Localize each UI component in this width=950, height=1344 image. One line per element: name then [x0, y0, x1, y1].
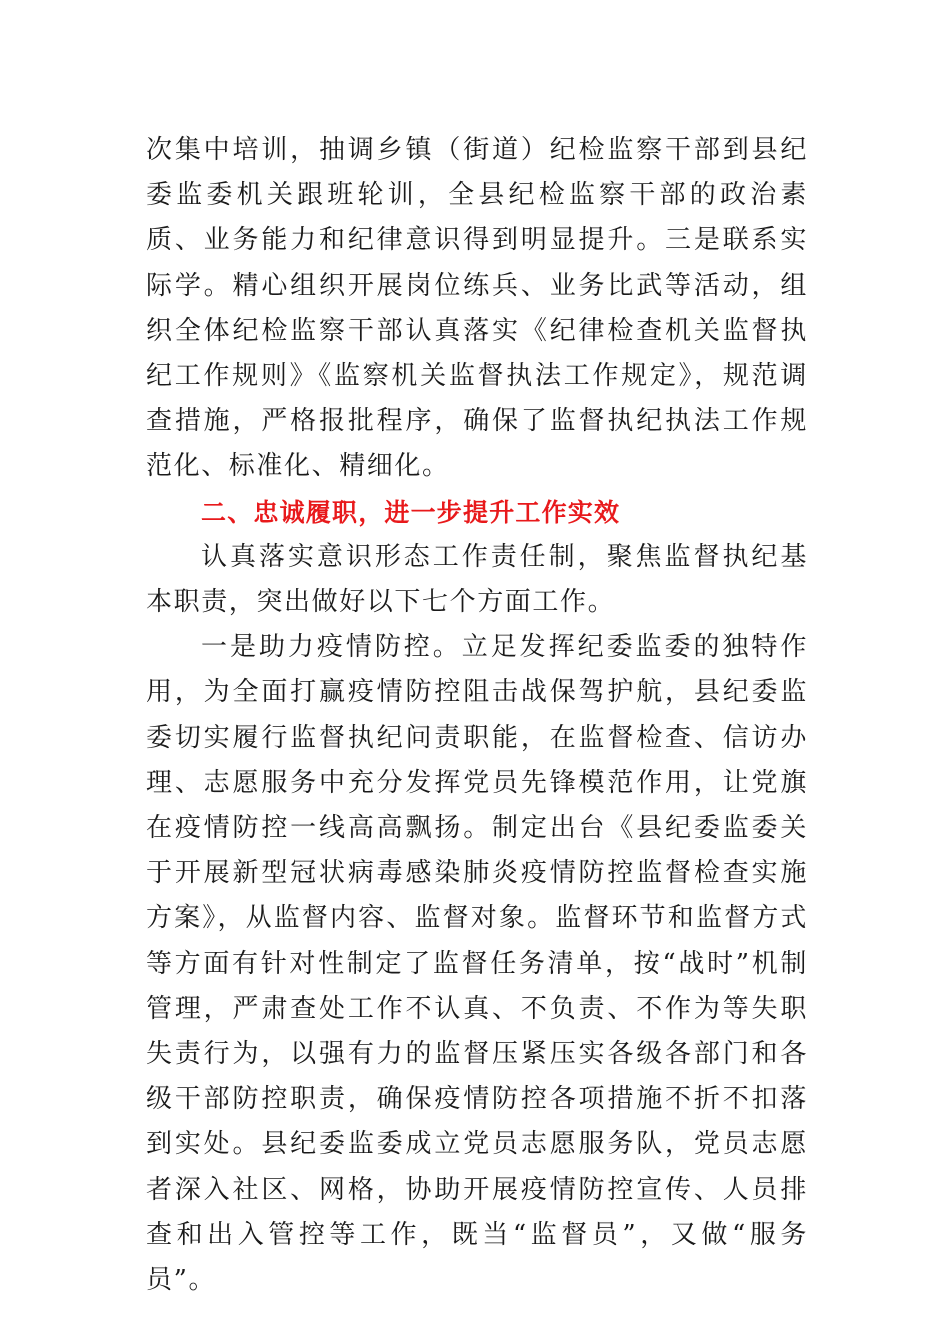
paragraph-intro-seven-aspects: 认真落实意识形态工作责任制，聚焦监督执纪基本职责，突出做好以下七个方面工作。 [146, 541, 808, 618]
section-heading-2: 二、忠诚履职，进一步提升工作实效 [201, 497, 621, 527]
document-body [146, 128, 808, 1303]
paragraph-epidemic-prevention: 一是助力疫情防控。立足发挥纪委监委的独特作用，为全面打赢疫情防控阻击战保驾护航，县纪委监委切实履行监督执纪问责职能，在监督检查、信访办理、志愿服务中充分发挥党员先锋模范作用，让党旗在疫情防控一线高高飘扬。制定出台《县纪委监委关于开展新型冠状病毒感染肺炎疫情防控监督检查实施方案》，从监督内容、监督对象。监督环节和监督方式等方面有针对性制定了监督任务清单，按“战时”机制管理，严肃查处工作不认真、不负责、不作为等失职失责行为，以强有力的监督压紧压实各级各部门和各级干部防控职责，确保疫情防控各项措施不折不扣落到实处。县纪委监委成立党员志愿服务队，党员志愿者深入社区、网格，协助开展疫情防控宣传、人员排查和出入管控等工作，既当“监督员”，又做“服务员”。 [146, 632, 808, 1296]
paragraph-training-continued: 次集中培训，抽调乡镇（街道）纪检监察干部到县纪委监委机关跟班轮训，全县纪检监察干部的政治素质、业务能力和纪律意识得到明显提升。三是联系实际学。精心组织开展岗位练兵、业务比武等活动，组织全体纪检监察干部认真落实《纪律检查机关监督执纪工作规则》《监察机关监督执法工作规定》，规范调查措施，严格报批程序，确保了监督执纪执法工作规范化、标准化、精细化。 [146, 135, 808, 482]
